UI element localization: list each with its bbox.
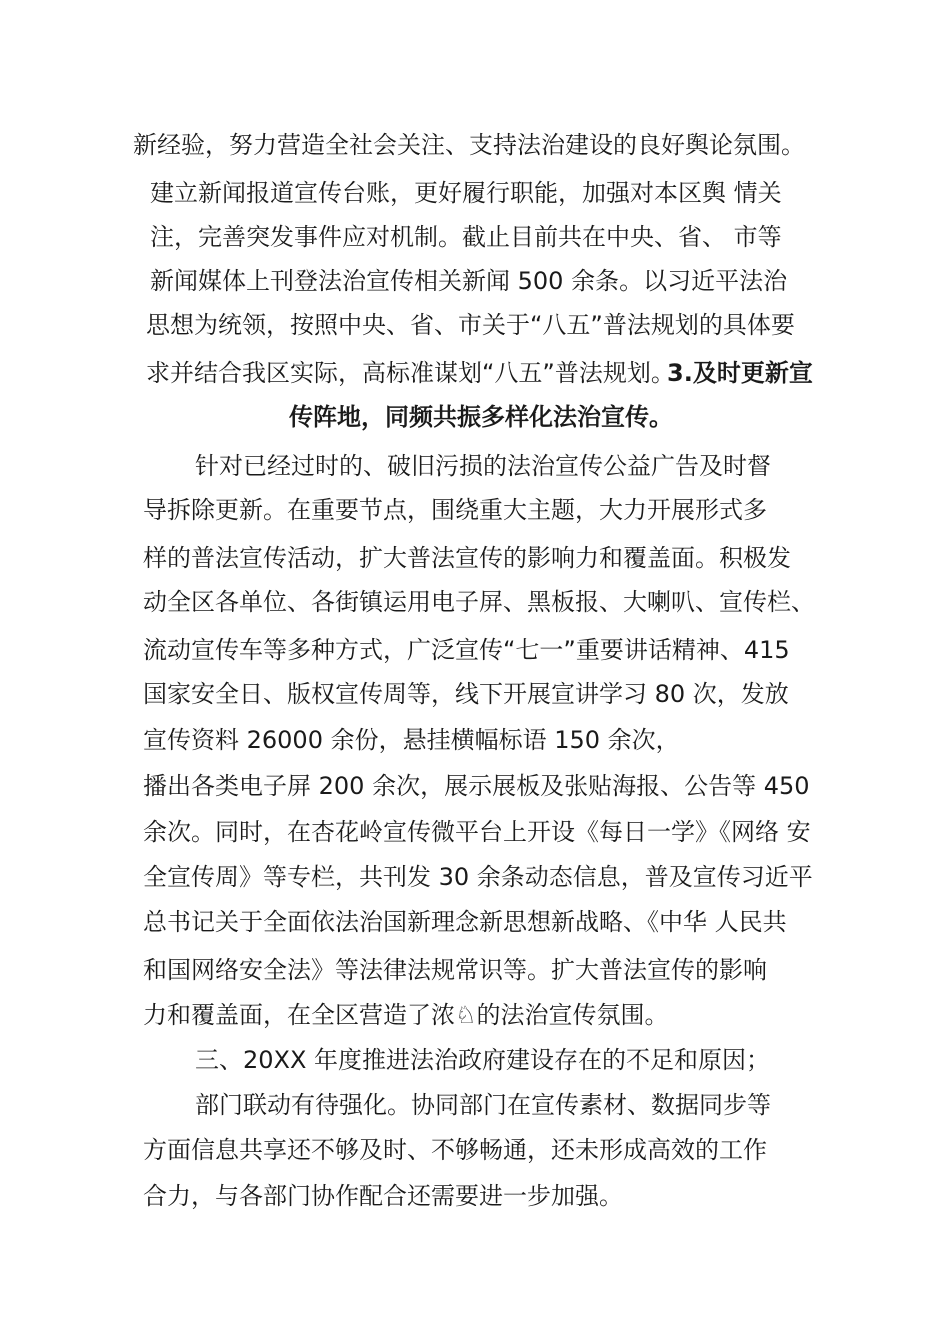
text-line: 动全区各单位、各街镇运用电子屏、黑板报、大喇叭、宣传栏、	[143, 588, 815, 616]
text-line: 注，完善突发事件应对机制。截止目前共在中央、省、 市等	[150, 223, 782, 251]
text-line: 新经验，努力营造全社会关注、支持法治建设的良好舆论氛围。	[133, 131, 805, 159]
text-line: 新闻媒体上刊登法治宣传相关新闻 500 余条。以习近平法治	[150, 267, 788, 295]
text-line: 合力，与各部门协作配合还需要进一步加强。	[143, 1182, 623, 1210]
text-line: 建立新闻报道宣传台账，更好履行职能，加强对本区舆 情关	[150, 179, 782, 207]
text-line: 流动宣传车等多种方式，广泛宣传“七一”重要讲话精神、415	[143, 636, 790, 664]
text-line: 力和覆盖面，在全区营造了浓♘的法治宣传氛围。	[143, 1001, 669, 1029]
text-line: 导拆除更新。在重要节点，围绕重大主题，大力开展形式多	[143, 496, 767, 524]
section-heading: 3.及时更新宣	[667, 359, 813, 387]
text-line: 方面信息共享还不够及时、不够畅通，还未形成高效的工作	[143, 1136, 767, 1164]
text-line: 样的普法宣传活动，扩大普法宣传的影响力和覆盖面。积极发	[143, 544, 791, 572]
text-line: 和国网络安全法》等法律法规常识等。扩大普法宣传的影响	[143, 956, 767, 984]
paragraph-start: 部门联动有待强化。协同部门在宣传素材、数据同步等	[195, 1091, 771, 1119]
text-line: 国家安全日、版权宣传周等，线下开展宣讲学习 80 次，发放	[143, 680, 789, 708]
paragraph-start: 针对已经过时的、破旧污损的法治宣传公益广告及时督	[195, 452, 771, 480]
text-line: 求并结合我区实际，高标准谋划“八五”普法规划。	[146, 359, 675, 387]
section-heading: 传阵地，同频共振多样化法治宣传。	[289, 403, 673, 431]
text-line: 余次。同时，在杏花岭宣传微平台上开设《每日一学》《网络 安	[143, 818, 811, 846]
text-line: 总书记关于全面依法治国新理念新思想新战略、《中华 人民共	[143, 908, 787, 936]
section-heading: 三、20XX 年度推进法治政府建设存在的不足和原因；	[195, 1046, 771, 1074]
text-line: 思想为统领，按照中央、省、市关于“八五”普法规划的具体要	[146, 311, 795, 339]
text-line: 宣传资料 26000 余份，悬挂横幅标语 150 余次，	[143, 726, 680, 754]
text-line: 播出各类电子屏 200 余次，展示展板及张贴海报、公告等 450	[143, 772, 810, 800]
text-line: 全宣传周》等专栏，共刊发 30 余条动态信息，普及宣传习近平	[143, 863, 813, 891]
